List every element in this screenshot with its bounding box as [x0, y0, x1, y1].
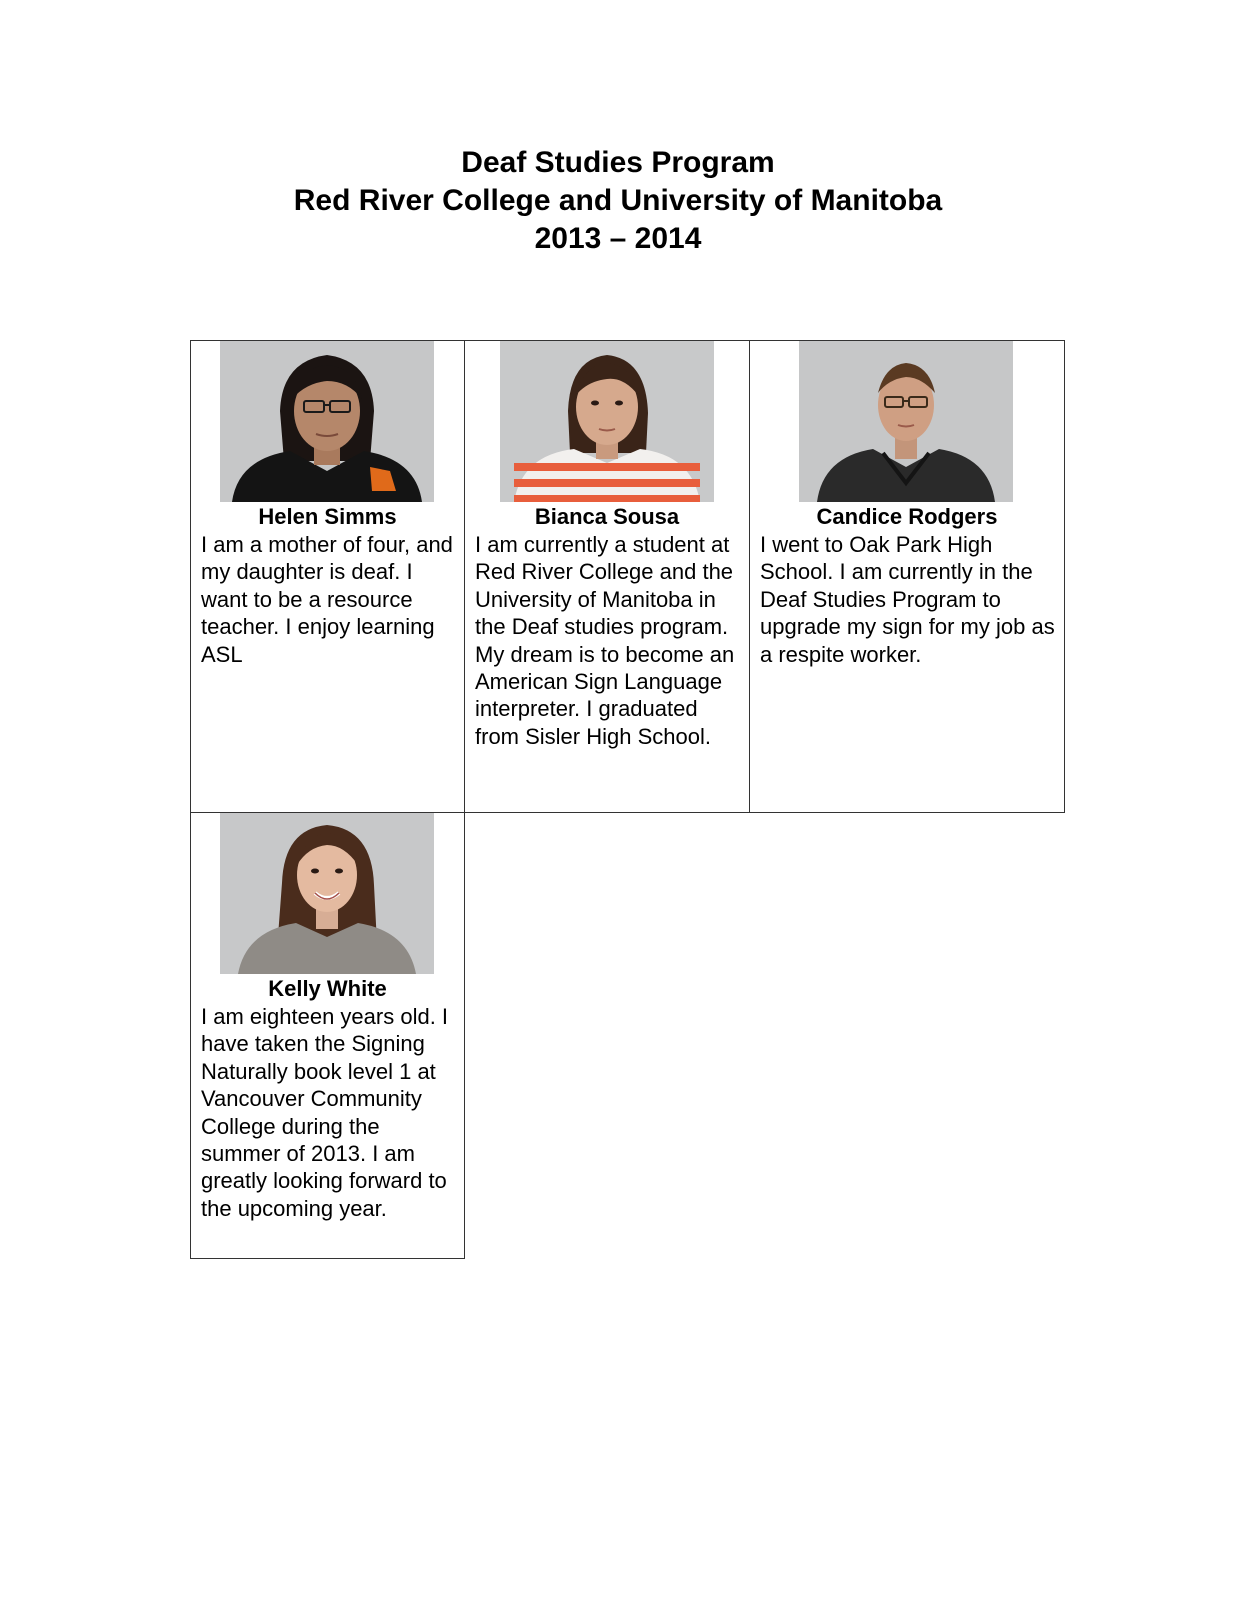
student-name: Bianca Sousa	[534, 504, 680, 529]
title-years: 2013 – 2014	[534, 222, 702, 255]
title-institutions: Red River College and University of Manitoba	[293, 184, 943, 217]
title-program: Deaf Studies Program	[461, 146, 775, 179]
portrait-image	[799, 341, 1013, 502]
page-title	[0, 144, 1236, 258]
student-card-candice-rodgers	[749, 340, 1065, 813]
student-card-helen-simms	[190, 340, 465, 813]
student-photo	[799, 341, 1013, 502]
portrait-image	[220, 341, 434, 502]
student-name: Kelly White	[268, 976, 387, 1001]
student-bio: I am eighteen years old. I have taken the Signing Naturally book level 1 at Vancouver Community College during the summer of 2013. I am greatly looking forward to the upcoming year.	[201, 1004, 449, 1221]
student-card-kelly-white	[190, 812, 465, 1259]
student-photo	[500, 341, 714, 502]
student-bio: I am currently a student at Red River College and the University of Manitoba in the Deaf studies program. My dream is to become an American Sign Language interpreter. I graduated from Sisler High School.	[475, 532, 735, 749]
student-card-bianca-sousa	[464, 340, 750, 813]
portrait-image	[500, 341, 714, 502]
student-photo	[220, 341, 434, 502]
student-photo	[220, 813, 434, 974]
student-name: Candice Rodgers	[816, 504, 998, 529]
student-bio: I am a mother of four, and my daughter is deaf. I want to be a resource teacher. I enjoy learning ASL	[201, 532, 453, 667]
student-bio: I went to Oak Park High School. I am currently in the Deaf Studies Program to upgrade my sign for my job as a respite worker.	[760, 532, 1055, 667]
student-name: Helen Simms	[258, 504, 397, 529]
portrait-image	[220, 813, 434, 974]
